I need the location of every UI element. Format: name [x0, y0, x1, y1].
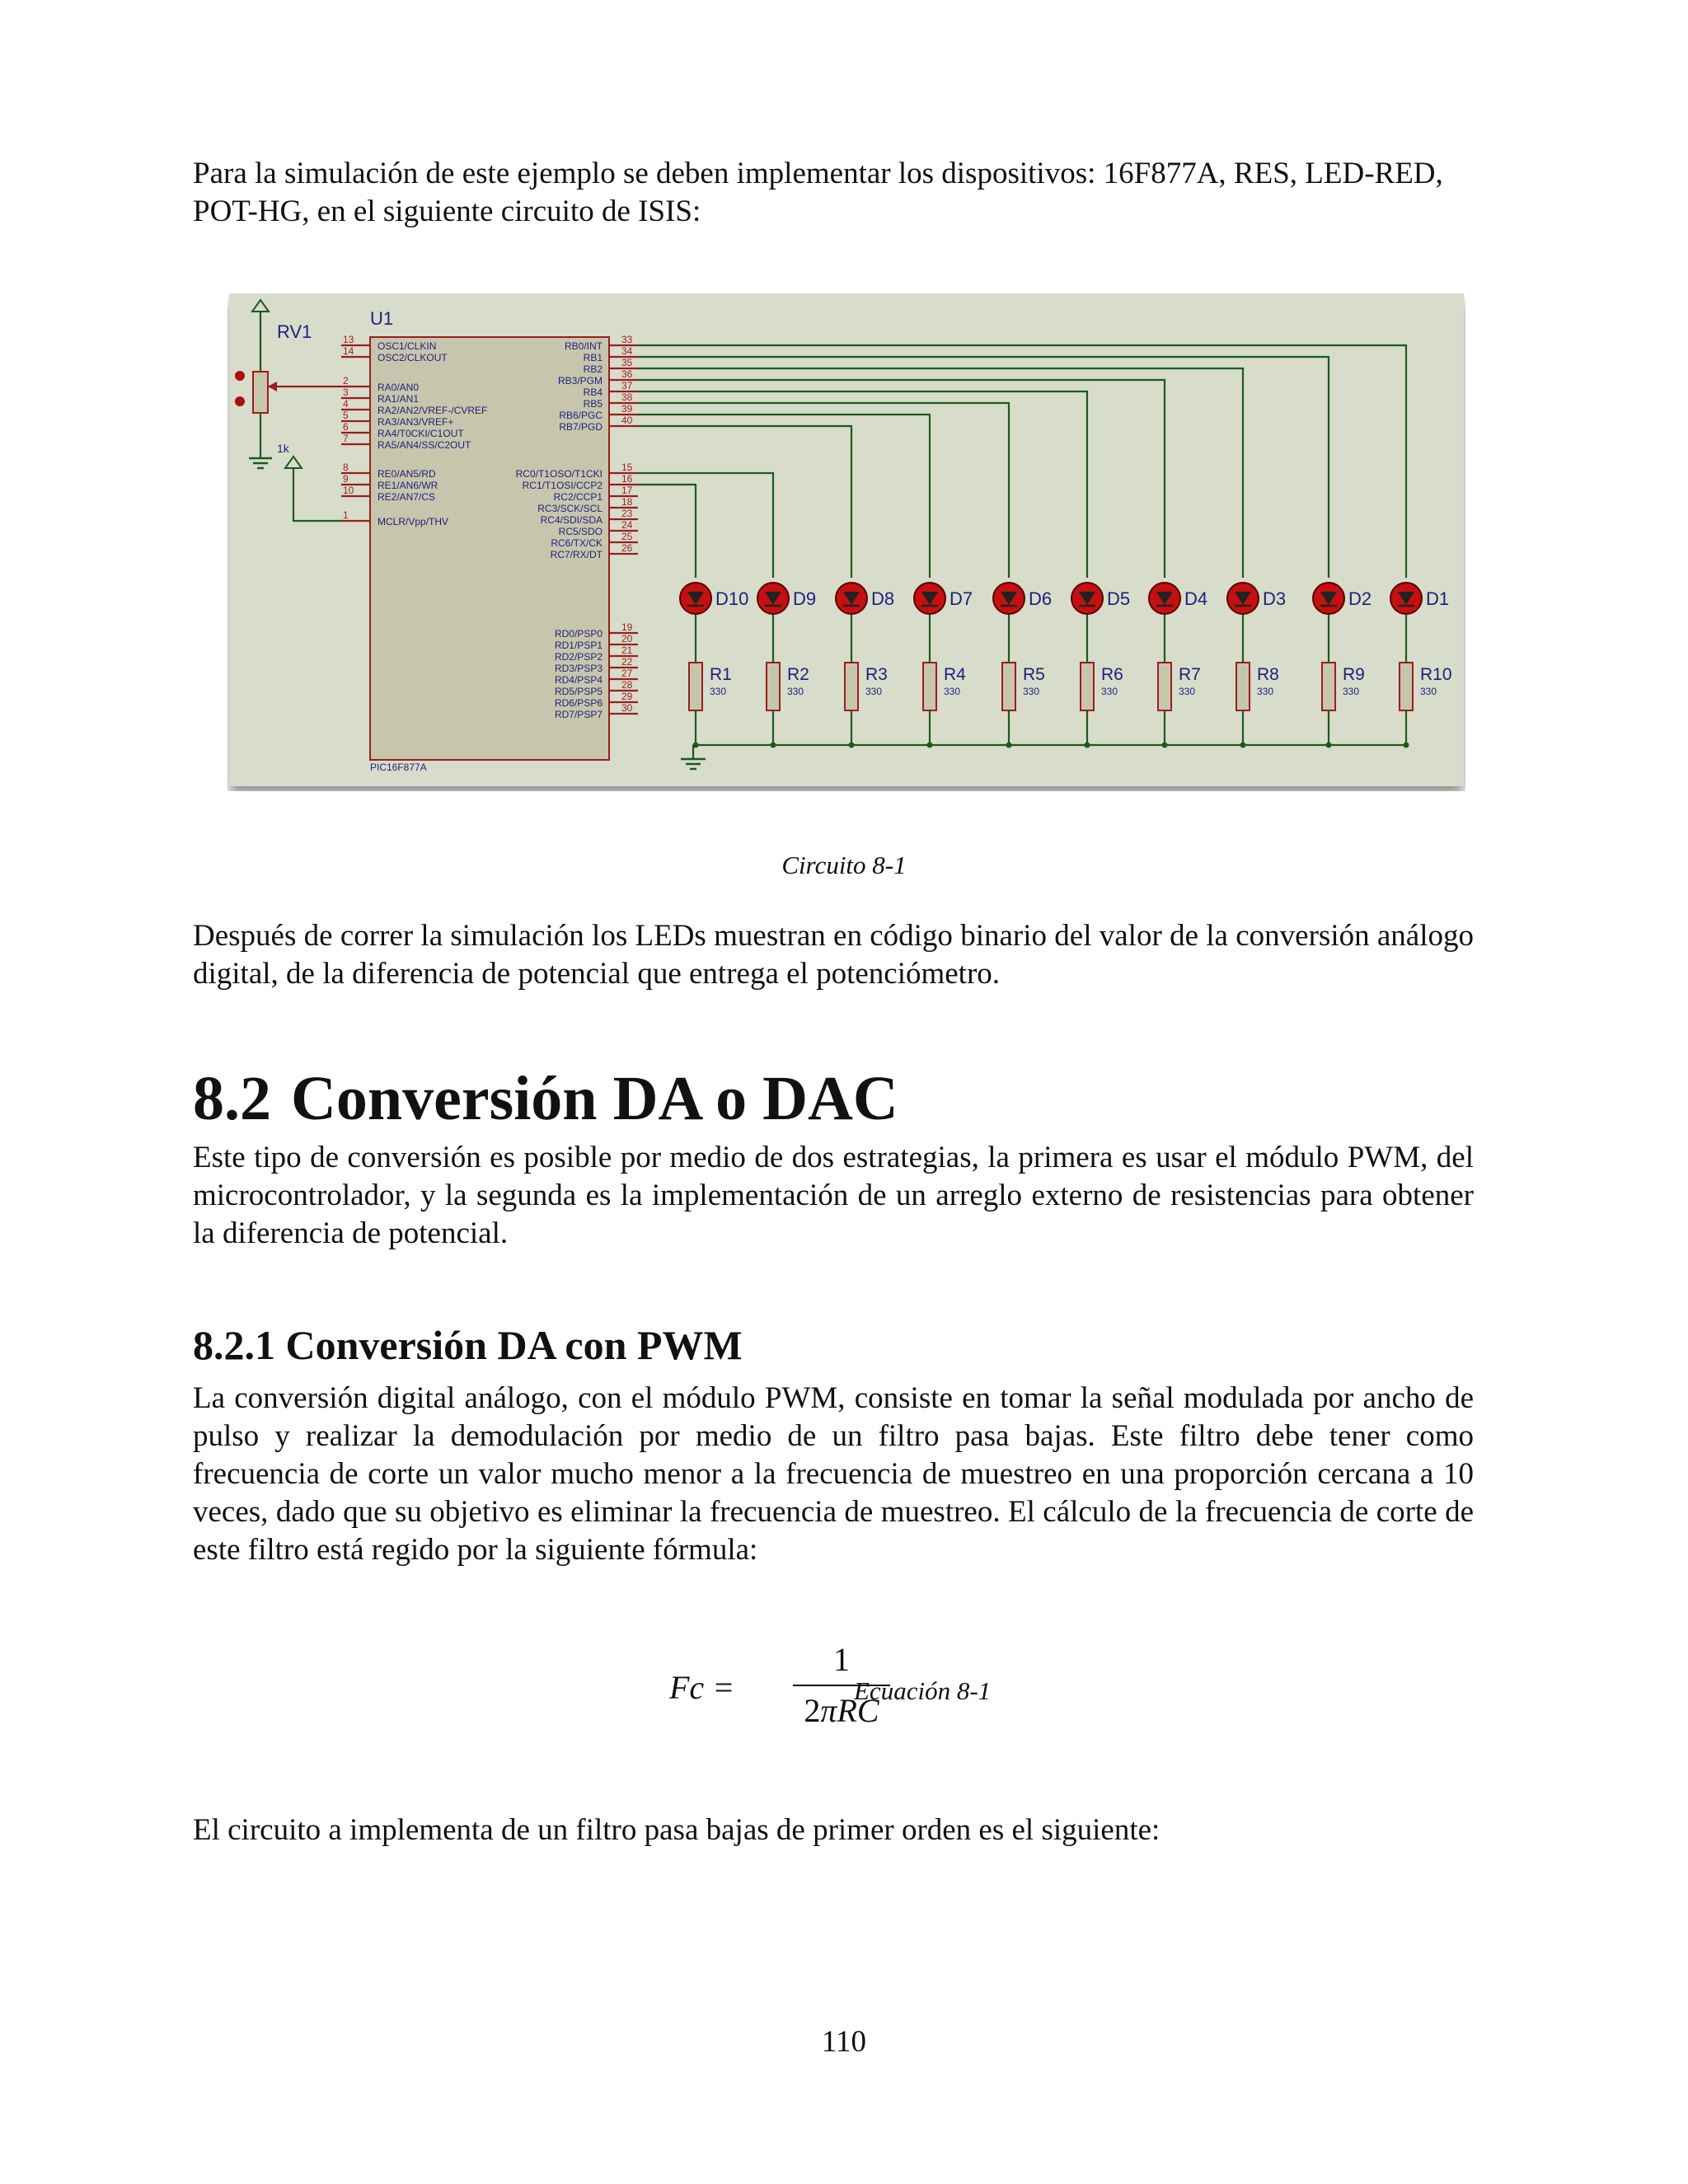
right-pin-name: RD5/PSP5 — [554, 686, 603, 697]
right-pin-number: 37 — [621, 380, 633, 391]
left-pin-name: RE0/AN5/RD — [377, 468, 436, 480]
left-pin-number: 13 — [343, 334, 354, 345]
resistor-body — [845, 663, 858, 710]
right-pin-name: RD3/PSP3 — [554, 663, 603, 674]
resistor-value: 330 — [1179, 686, 1196, 697]
resistor-body — [1158, 663, 1171, 710]
resistor-body — [1322, 663, 1335, 710]
section-heading — [193, 1062, 898, 1136]
equation-denominator-coef: 2 — [804, 1692, 821, 1729]
pot-terminal-dot-bottom — [235, 396, 245, 406]
resistor-label: R1 — [710, 665, 732, 684]
right-pin-name: RD0/PSP0 — [554, 628, 603, 640]
left-pin-number: 4 — [343, 398, 349, 410]
resistor-body — [689, 663, 702, 710]
ic-label: U1 — [370, 308, 394, 329]
right-pin-number: 34 — [621, 345, 633, 357]
left-pin-number: 3 — [343, 387, 349, 398]
ic-part: PIC16F877A — [370, 762, 427, 773]
pot-body — [253, 372, 268, 413]
resistor-label: R2 — [787, 665, 809, 684]
led-label: D10 — [715, 588, 749, 609]
left-pin-name: MCLR/Vpp/THV — [377, 516, 449, 527]
right-pin-number: 26 — [621, 542, 633, 554]
left-pin-name: RA4/T0CKI/C1OUT — [377, 428, 464, 439]
led-label: D3 — [1263, 588, 1287, 609]
right-pin-number: 16 — [621, 473, 633, 485]
left-pin-name: RE1/AN6/WR — [377, 480, 438, 491]
led-label: D4 — [1184, 588, 1208, 609]
right-pin-number: 24 — [621, 519, 633, 531]
left-pin-name: RE2/AN7/CS — [377, 491, 436, 503]
right-pin-name: RC0/T1OSO/T1CKI — [515, 468, 603, 480]
led-label: D7 — [950, 588, 973, 609]
section-title: Conversión DA o DAC — [291, 1064, 898, 1133]
figure-caption: Circuito 8-1 — [781, 851, 907, 879]
section-paragraph: Este tipo de conversión es posible por medio de dos estrategias, la primera es usar el módulo PWM, del microcontrolador, y la segunda es la implementación de un arreglo externo de resistencias para obtener la diferencia de potencial. — [193, 1141, 1474, 1250]
pot-label: RV1 — [277, 321, 312, 342]
resistor-label: R3 — [865, 665, 888, 684]
right-pin-name: RB1 — [583, 352, 603, 363]
right-pin-number: 22 — [621, 656, 633, 668]
equation-numerator: 1 — [833, 1641, 850, 1678]
closing-paragraph: El circuito a implementa de un filtro pasa bajas de primer orden es el siguiente: — [193, 1813, 1160, 1847]
subsection-heading: 8.2.1 Conversión DA con PWM — [193, 1322, 743, 1368]
resistor-label: R9 — [1343, 665, 1365, 684]
right-pin-number: 30 — [621, 702, 633, 714]
left-pin-number: 8 — [343, 462, 349, 473]
right-pin-number: 39 — [621, 403, 633, 415]
equation-denominator-rest: πRC — [820, 1692, 879, 1729]
section-number: 8.2 — [193, 1064, 271, 1133]
led-label: D1 — [1426, 588, 1450, 609]
resistor-value: 330 — [710, 686, 727, 697]
resistor-body — [1236, 663, 1250, 710]
right-pin-number: 19 — [621, 621, 633, 633]
resistor-value: 330 — [1023, 686, 1040, 697]
right-pin-name: RC1/T1OSI/CCP2 — [522, 480, 603, 491]
resistor-value: 330 — [944, 686, 961, 697]
equation-label: Ecuación 8-1 — [854, 1676, 992, 1705]
right-pin-name: RD6/PSP6 — [554, 697, 603, 709]
right-pin-name: RD4/PSP4 — [554, 674, 603, 686]
right-pin-number: 20 — [621, 633, 633, 644]
resistor-body — [923, 663, 936, 710]
left-pin-name: RA0/AN0 — [377, 382, 420, 393]
right-pin-number: 17 — [621, 485, 633, 496]
subsection-paragraph: La conversión digital análogo, con el módulo PWM, consiste en tomar la señal modulada por ancho de pulso y realizar la demodulación por medio de un filtro pasa bajas. Este filtro debe tener como frecuencia de corte un valor mucho menor a la frecuencia de muestreo en una proporción cercana a 10 veces, dado que su objetivo es eliminar la frecuencia de muestreo. El cálculo de la frecuencia de corte de este filtro está regido por la siguiente fórmula: — [193, 1381, 1474, 1567]
right-pin-number: 40 — [621, 415, 633, 426]
right-pin-name: RB3/PGM — [557, 375, 603, 387]
right-pin-name: RC6/TX/CK — [551, 537, 603, 549]
resistor-label: R8 — [1257, 665, 1279, 684]
right-pin-name: RD7/PSP7 — [554, 709, 603, 720]
left-pin-name: OSC1/CLKIN — [377, 340, 437, 352]
resistor-label: R10 — [1420, 665, 1452, 684]
after-paragraph: Después de correr la simulación los LEDs muestran en código binario del valor de la conversión análogo digital, de la diferencia de potencial que entrega el potenciómetro. — [193, 919, 1474, 991]
right-pin-name: RB5 — [583, 398, 603, 410]
left-pin-number: 9 — [343, 473, 349, 485]
left-pin-number: 7 — [343, 433, 349, 444]
right-pin-number: 23 — [621, 508, 633, 519]
left-pin-name: RA5/AN4/SS/C2OUT — [377, 439, 471, 451]
right-pin-number: 38 — [621, 391, 633, 403]
right-pin-number: 15 — [621, 462, 633, 473]
right-pin-number: 36 — [621, 368, 633, 380]
right-pin-name: RC3/SCK/SCL — [537, 503, 603, 514]
right-pin-name: RB7/PGD — [559, 421, 603, 433]
right-pin-number: 18 — [621, 496, 633, 508]
right-pin-number: 25 — [621, 531, 633, 542]
pot-value: 1k — [277, 442, 289, 455]
left-pin-number: 6 — [343, 421, 349, 433]
right-pin-number: 29 — [621, 691, 633, 702]
right-pin-name: RC5/SDO — [558, 526, 603, 537]
resistor-value: 330 — [1101, 686, 1118, 697]
right-pin-name: RB4 — [583, 387, 603, 398]
right-pin-number: 21 — [621, 644, 633, 656]
led-label: D5 — [1107, 588, 1131, 609]
led-label: D6 — [1029, 588, 1053, 609]
resistor-value: 330 — [1343, 686, 1360, 697]
resistor-body — [767, 663, 780, 710]
left-pin-number: 1 — [343, 509, 349, 521]
resistor-body — [1081, 663, 1094, 710]
left-pin-name: RA2/AN2/VREF-/CVREF — [377, 405, 488, 416]
resistor-value: 330 — [787, 686, 804, 697]
right-pin-name: RC4/SDI/SDA — [540, 514, 603, 526]
right-pin-number: 35 — [621, 357, 633, 368]
led-label: D9 — [793, 588, 817, 609]
right-pin-number: 33 — [621, 334, 633, 345]
right-pin-number: 28 — [621, 679, 633, 691]
right-pin-name: RC2/CCP1 — [553, 491, 603, 503]
right-pin-name: RD1/PSP1 — [554, 640, 603, 651]
resistor-value: 330 — [1420, 686, 1437, 697]
led-label: D8 — [871, 588, 895, 609]
resistor-body — [1002, 663, 1015, 710]
left-pin-name: OSC2/CLKOUT — [377, 352, 448, 363]
resistor-label: R5 — [1023, 665, 1045, 684]
right-pin-number: 27 — [621, 668, 633, 679]
left-pin-name: RA3/AN3/VREF+ — [377, 416, 454, 428]
page-number: 110 — [821, 2025, 867, 2059]
resistor-label: R4 — [944, 665, 966, 684]
resistor-value: 330 — [865, 686, 883, 697]
right-pin-name: RB2 — [583, 363, 603, 375]
resistor-label: R6 — [1101, 665, 1123, 684]
left-pin-number: 14 — [343, 345, 354, 357]
right-pin-name: RD2/PSP2 — [554, 651, 603, 663]
led-label: D2 — [1348, 588, 1372, 609]
right-pin-name: RC7/RX/DT — [550, 549, 603, 560]
resistor-value: 330 — [1257, 686, 1274, 697]
left-pin-number: 10 — [343, 485, 354, 496]
left-pin-number: 2 — [343, 375, 349, 387]
equation-lhs: Fc = — [669, 1669, 735, 1706]
left-pin-number: 5 — [343, 410, 349, 421]
right-pin-name: RB0/INT — [564, 340, 603, 352]
pot-terminal-dot-top — [235, 371, 245, 381]
circuit-figure — [227, 293, 1465, 791]
left-pin-name: RA1/AN1 — [377, 393, 420, 405]
resistor-body — [1400, 663, 1413, 710]
resistor-label: R7 — [1179, 665, 1201, 684]
circuit-diagram — [227, 293, 1465, 791]
right-pin-name: RB6/PGC — [559, 410, 603, 421]
intro-paragraph: Para la simulación de este ejemplo se deben implementar los dispositivos: 16F877A, RES, LED-RED, POT-HG, en el siguiente circuito de ISIS: — [193, 157, 1443, 228]
